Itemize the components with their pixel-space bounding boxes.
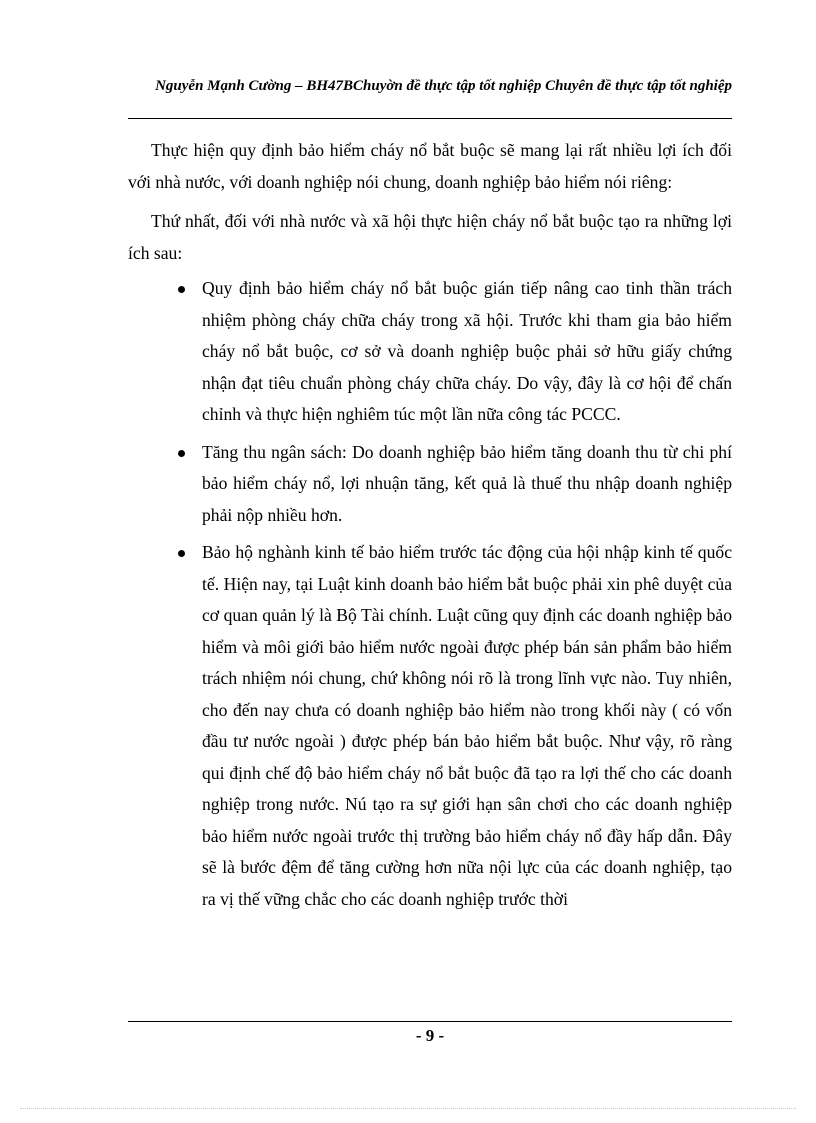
list-item-text: Quy định bảo hiểm cháy nổ bắt buộc gián tiếp nâng cao tinh thần trách nhiệm phòng cháy chữa cháy trong xã hội. Trước khi tham gia bảo hiểm cháy nổ bắt buộc, cơ sở và doanh nghiệp buộc phải sở hữu giấy chứng nhận đạt tiêu chuẩn phòng cháy chữa cháy. Do vậy, đây là cơ hội để chấn chỉnh và thực hiện nghiêm túc một lần nữa công tác PCCC. [202, 278, 732, 424]
intro-paragraph: Thực hiện quy định bảo hiểm cháy nổ bắt buộc sẽ mang lại rất nhiều lợi ích đối với nhà nước, với doanh nghiệp nói chung, doanh nghiệp bảo hiểm nói riêng: [128, 140, 732, 192]
bullet-icon [178, 550, 185, 557]
list-item-text: Bảo hộ nghành kinh tế bảo hiểm trước tác động của hội nhập kinh tế quốc tế. Hiện nay, tại Luật kinh doanh bảo hiểm bắt buộc phải xin phê duyệt của cơ quan quản lý là Bộ Tài chính. Luật cũng quy định các doanh nghiệp bảo hiểm và môi giới bảo hiểm nước ngoài được phép bán sản phẩm bảo hiểm trách nhiệm nói chung, chứ không nói rõ là trong lĩnh vực nào. Tuy nhiên, cho đến nay chưa có doanh nghiệp bảo hiểm nào trong khối này ( có vốn đầu tư nước ngoài ) được phép bán bảo hiểm bắt buộc. Như vậy, rõ ràng qui định chế độ bảo hiểm cháy nổ bắt buộc đã tạo ra lợi thế cho các doanh nghiệp trong nước. Nú tạo ra sự giới hạn sân chơi cho các doanh nghiệp bảo hiểm nước ngoài trước thị trường bảo hiểm cháy nổ đầy hấp dẫn. Đây sẽ là bước đệm để tăng cường hơn nữa nội lực của các doanh nghiệp, tạo ra vị thế vững chắc cho các doanh nghiệp trước thời [202, 542, 732, 909]
running-header: Nguyễn Mạnh Cường – BH47BChuyờn đề thực tập tốt nghiệp Chuyên đề thực tập tốt nghiệp [155, 78, 732, 94]
bullet-icon [178, 286, 185, 293]
first-point-paragraph: Thứ nhất, đối với nhà nước và xã hội thực hiện cháy nổ bắt buộc tạo ra những lợi ích sau: [128, 211, 732, 263]
page-edge-dotted-line [20, 1108, 796, 1109]
page-number: - 9 - [415, 1026, 445, 1045]
list-item [153, 273, 732, 431]
benefits-list [153, 273, 732, 915]
list-item [153, 537, 732, 915]
list-item-text: Tăng thu ngân sách: Do doanh nghiệp bảo hiểm tăng doanh thu từ chi phí bảo hiểm cháy nổ, lợi nhuận tăng, kết quả là thuế thu nhập doanh nghiệp phải nộp nhiều hơn. [202, 441, 732, 525]
list-item [153, 437, 732, 532]
body-content [128, 135, 732, 921]
bullet-icon [178, 450, 185, 457]
footer-divider [128, 1021, 732, 1022]
header-divider [128, 118, 732, 119]
